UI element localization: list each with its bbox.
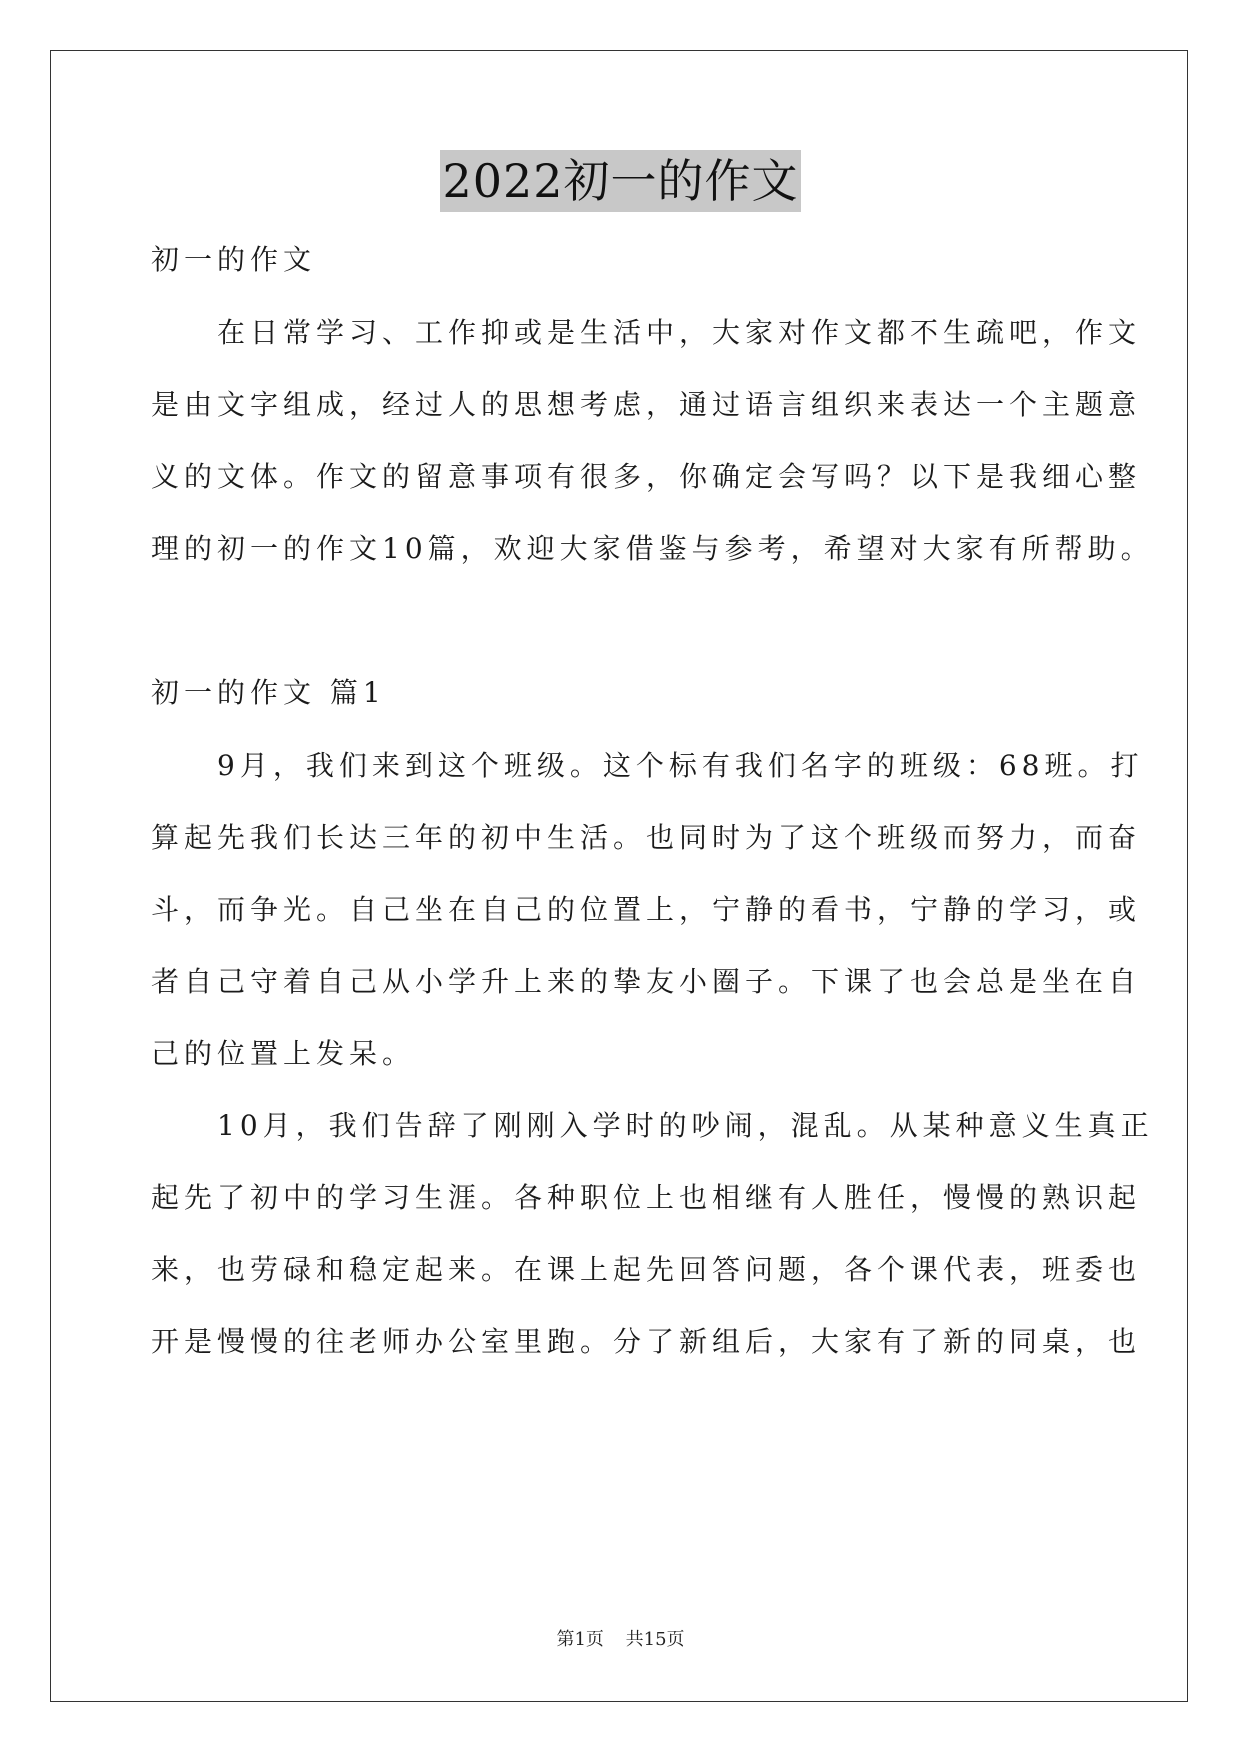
intro-line: 理的初一的作文10篇，欢迎大家借鉴与参考，希望对大家有所帮助。 bbox=[151, 532, 1154, 565]
intro-line: 是由文字组成，经过人的思想考虑，通过语言组织来表达一个主题意 bbox=[151, 388, 1142, 421]
page-total: 共15页 bbox=[625, 1629, 685, 1650]
intro-line: 义的文体。作文的留意事项有很多，你确定会写吗？以下是我细心整 bbox=[151, 460, 1142, 493]
section-line: 己的位置上发呆。 bbox=[151, 1037, 416, 1070]
section-line: 斗，而争光。自己坐在自己的位置上，宁静的看书，宁静的学习，或 bbox=[151, 893, 1142, 926]
section-line: 者自己守着自己从小学升上来的挚友小圈子。下课了也会总是坐在自 bbox=[151, 965, 1142, 998]
section-line: 来，也劳碌和稳定起来。在课上起先回答问题，各个课代表，班委也 bbox=[151, 1253, 1142, 1286]
section-line: 开是慢慢的往老师办公室里跑。分了新组后，大家有了新的同桌，也 bbox=[151, 1325, 1142, 1358]
page-number: 第1页 bbox=[556, 1629, 604, 1650]
document-title: 2022初一的作文 bbox=[440, 150, 800, 212]
section-line: 9月，我们来到这个班级。这个标有我们名字的班级：68班。打 bbox=[151, 749, 1144, 782]
section-line: 算起先我们长达三年的初中生活。也同时为了这个班级而努力，而奋 bbox=[151, 821, 1142, 854]
page-footer bbox=[0, 1625, 1241, 1651]
section-line: 起先了初中的学习生涯。各种职位上也相继有人胜任，慢慢的熟识起 bbox=[151, 1181, 1142, 1214]
page-border bbox=[50, 50, 1188, 1702]
intro-line: 在日常学习、工作抑或是生活中，大家对作文都不生疏吧，作文 bbox=[151, 316, 1142, 349]
section-line: 10月，我们告辞了刚刚入学时的吵闹，混乱。从某种意义生真正 bbox=[151, 1109, 1154, 1142]
title-wrap bbox=[0, 150, 1241, 212]
section-heading: 初一的作文 篇1 bbox=[151, 676, 386, 709]
subtitle: 初一的作文 bbox=[151, 243, 317, 276]
